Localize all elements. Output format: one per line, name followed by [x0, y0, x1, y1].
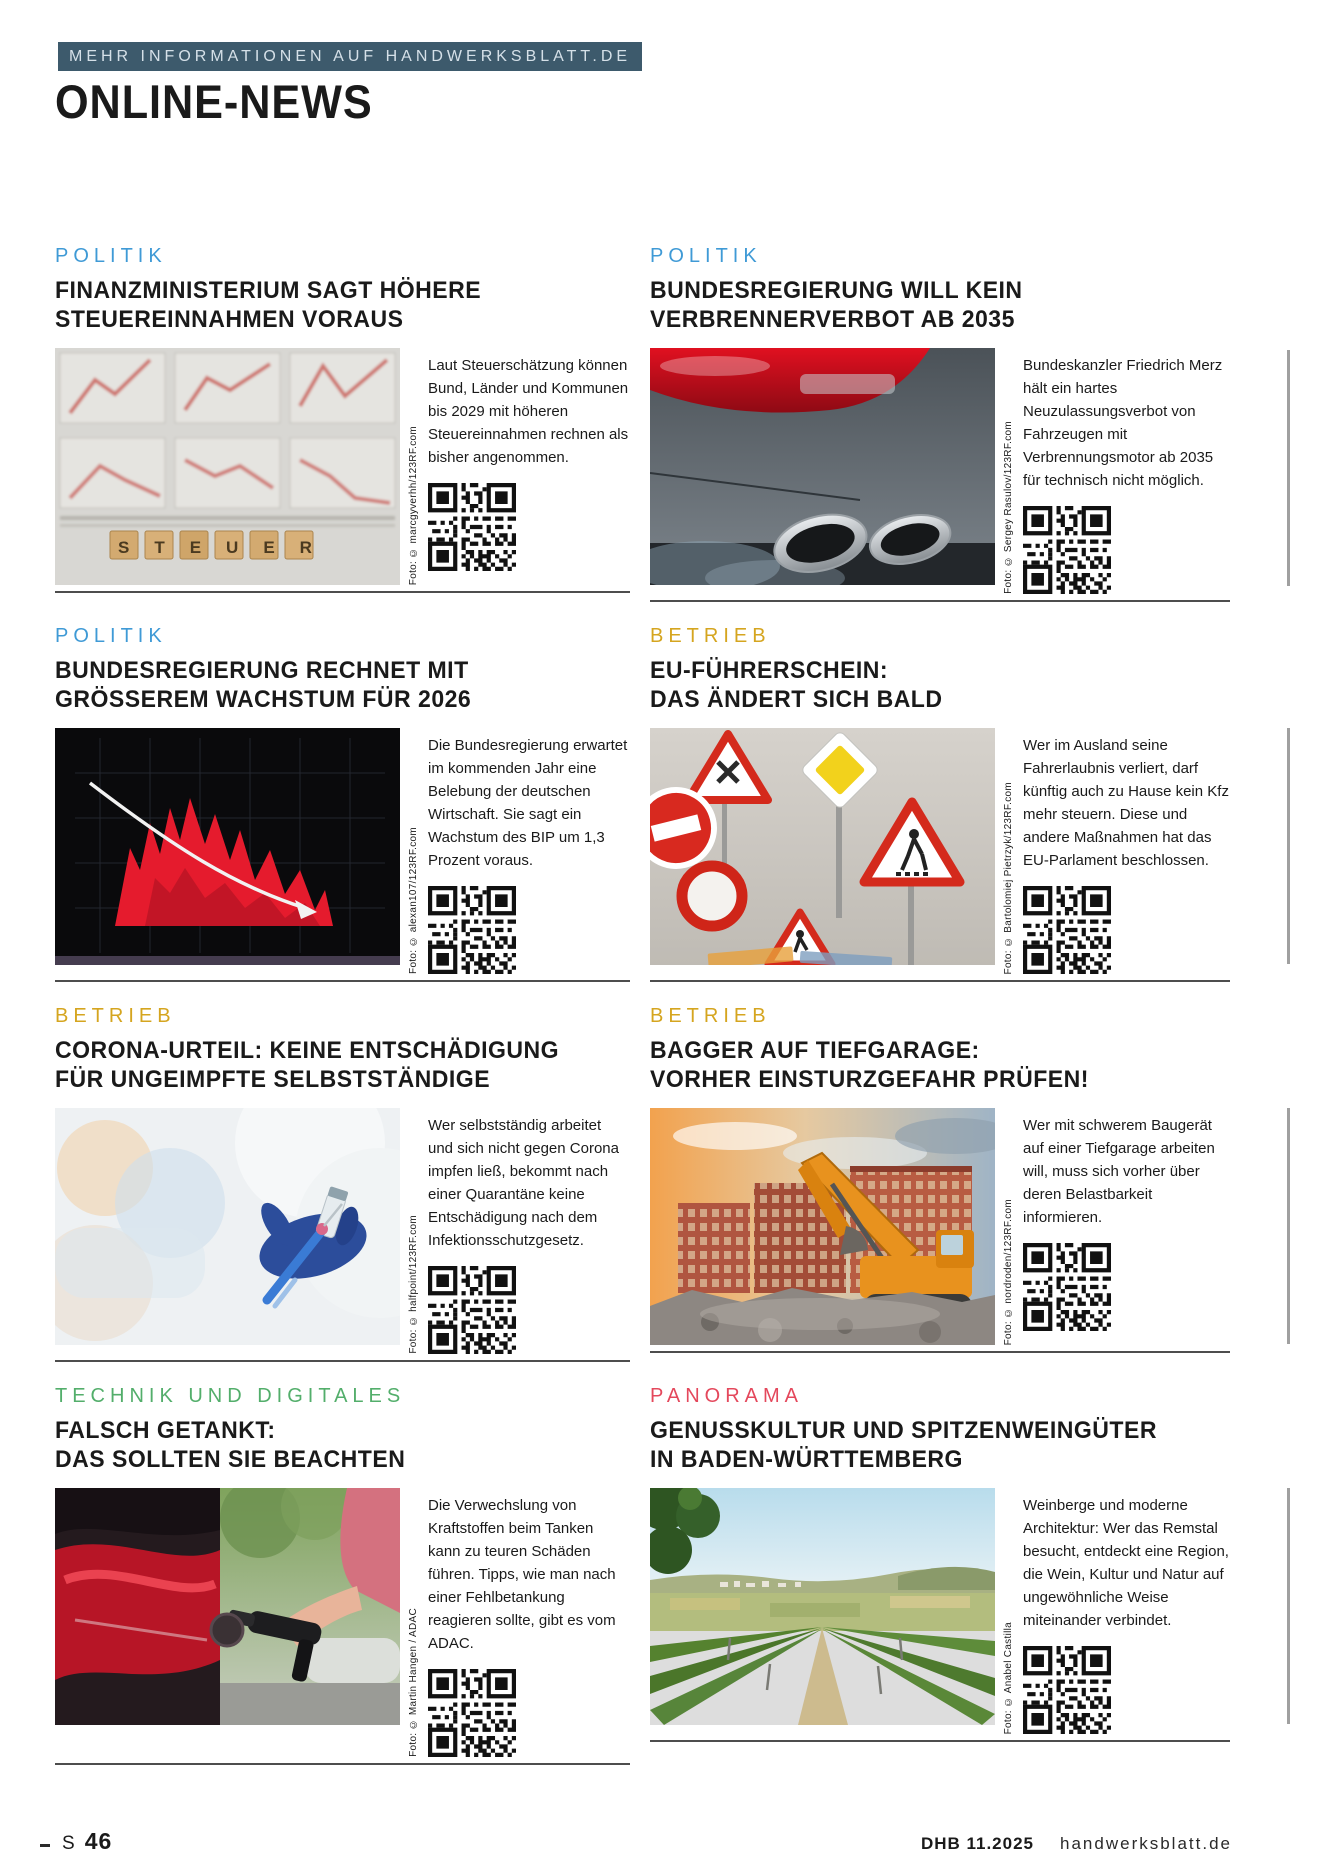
issue-label: DHB 11.2025 — [920, 1834, 1035, 1853]
article-finanzministerium — [55, 245, 630, 625]
article-genusskultur — [650, 1385, 1230, 1765]
article-photo-red-chart — [55, 728, 400, 965]
article-photo-refueling-car — [55, 1488, 400, 1725]
article-photo-excavator-rubble — [650, 1108, 995, 1345]
qr-code — [1023, 506, 1111, 594]
photo-credit: Foto: © Sergey Rasulov/123RF.com — [1003, 421, 1014, 594]
category-label: POLITIK — [55, 625, 167, 647]
divider — [650, 1740, 1230, 1742]
article-headline: BUNDESREGIERUNG WILL KEIN VERBRENNERVERBOT AB 2035 — [650, 277, 1023, 333]
article-headline: FINANZMINISTERIUM SAGT HÖHERE STEUEREINNAHMEN VORAUS — [55, 277, 482, 333]
footer-crop-mark — [40, 1844, 50, 1847]
article-photo-car-exhaust — [650, 348, 995, 585]
article-summary: Bundeskanzler Friedrich Merz hält ein hartes Neuzulassungsverbot von Fahrzeugen mit Verbrennungsmotor ab 2035 für technisch nicht möglich. — [1023, 357, 1223, 489]
article-corona-urteil — [55, 1005, 630, 1385]
category-label: TECHNIK UND DIGITALES — [55, 1385, 406, 1407]
article-wachstum-2026 — [55, 625, 630, 1005]
divider — [55, 980, 630, 982]
article-verbrennerverbot — [650, 245, 1230, 625]
article-summary: Laut Steuerschätzung können Bund, Länder und Kommunen bis 2029 mit höheren Steuereinnahmen rechnen als bisher angenommen. — [428, 357, 629, 466]
article-photo-vineyard — [650, 1488, 995, 1725]
divider — [55, 591, 630, 593]
qr-code — [428, 1669, 516, 1757]
page-number-prefix: S — [62, 1833, 77, 1854]
page-edge-mark — [1287, 350, 1290, 586]
article-headline: BAGGER AUF TIEFGARAGE: VORHER EINSTURZGEFAHR PRÜFEN! — [650, 1037, 1089, 1093]
article-photo-vaccine-glove — [55, 1108, 400, 1345]
category-label: BETRIEB — [650, 625, 771, 647]
page-edge-mark — [1287, 728, 1290, 964]
page-edge-mark — [1287, 1108, 1290, 1344]
photo-credit: Foto: © Bartolomiej Pietrzyk/123RF.com — [1003, 781, 1014, 974]
article-eu-fuehrerschein — [650, 625, 1230, 1005]
footer-issue-info — [921, 1834, 1232, 1854]
qr-code — [1023, 1243, 1111, 1331]
page-title: ONLINE-NEWS — [55, 75, 373, 128]
page-edge-mark — [1287, 1488, 1290, 1724]
article-summary: Weinberge und moderne Architektur: Wer das Remstal besucht, entdeckt eine Region, die Wein, Kultur und Natur auf ungewöhnliche Weise miteinander verbindet. — [1023, 1497, 1229, 1629]
article-falsch-getankt — [55, 1385, 630, 1765]
divider — [55, 1360, 630, 1362]
category-label: POLITIK — [55, 245, 167, 267]
category-label: PANORAMA — [650, 1385, 803, 1407]
website-label: handwerksblatt.de — [1060, 1834, 1232, 1853]
photo-credit: Foto: © halfpoint/123RF.com — [408, 1215, 419, 1354]
divider — [650, 980, 1230, 982]
category-label: BETRIEB — [55, 1005, 176, 1027]
photo-credit: Foto: © alexan107/123RF.com — [408, 827, 419, 974]
divider — [650, 1351, 1230, 1353]
qr-code — [1023, 1646, 1111, 1734]
qr-code — [428, 483, 516, 571]
divider — [650, 600, 1230, 602]
page-number — [62, 1828, 112, 1855]
article-summary: Die Bundesregierung erwartet im kommenden Jahr eine Belebung der deutschen Wirtschaft. Sie sagt ein Wachstum des BIP um 1,3 Prozent voraus. — [428, 737, 628, 869]
article-photo-tax-charts-dice — [55, 348, 400, 585]
article-headline: CORONA-URTEIL: KEINE ENTSCHÄDIGUNG FÜR UNGEIMPFTE SELBSTSTÄNDIGE — [55, 1037, 559, 1093]
category-label: BETRIEB — [650, 1005, 771, 1027]
qr-code — [1023, 886, 1111, 974]
article-headline: FALSCH GETANKT: DAS SOLLTEN SIE BEACHTEN — [55, 1417, 406, 1473]
photo-text-steuer: STEUER — [118, 538, 337, 557]
photo-credit: Foto: © Anabel Castilla — [1003, 1621, 1014, 1734]
article-headline: GENUSSKULTUR UND SPITZENWEINGÜTER IN BADEN-WÜRTTEMBERG — [650, 1417, 1157, 1473]
article-headline: BUNDESREGIERUNG RECHNET MIT GRÖSSEREM WACHSTUM FÜR 2026 — [55, 657, 472, 713]
article-summary: Wer mit schwerem Baugerät auf einer Tiefgarage arbeiten will, muss sich vorher über deren Belastbarkeit informieren. — [1023, 1117, 1215, 1226]
article-photo-traffic-signs — [650, 728, 995, 965]
divider — [55, 1763, 630, 1765]
category-label: POLITIK — [650, 245, 762, 267]
photo-credit: Foto: © nordroden/123RF.com — [1003, 1198, 1014, 1345]
article-summary: Wer im Ausland seine Fahrerlaubnis verliert, darf künftig auch zu Hause kein Kfz mehr steuern. Diese und andere Maßnahmen hat das EU-Parlament beschlossen. — [1023, 737, 1229, 869]
article-grid — [55, 245, 1230, 1765]
photo-credit: Foto: © Martin Hangen / ADAC — [408, 1608, 419, 1757]
article-summary: Wer selbstständig arbeitet und sich nicht gegen Corona impfen ließ, bekommt nach einer Quarantäne keine Entschädigung nach dem Infektionsschutzgesetz. — [428, 1117, 619, 1249]
photo-credit: Foto: © marcgyverhh/123RF.com — [408, 425, 419, 585]
qr-code — [428, 886, 516, 974]
article-headline: EU-FÜHRERSCHEIN: DAS ÄNDERT SICH BALD — [650, 657, 943, 713]
article-summary: Die Verwechslung von Kraftstoffen beim Tanken kann zu teuren Schäden führen. Tipps, wie man nach einer Fehlbetankung reagieren sollte, gibt es vom ADAC. — [428, 1497, 616, 1652]
qr-code — [428, 1266, 516, 1354]
article-bagger-tiefgarage — [650, 1005, 1230, 1385]
top-banner: MEHR INFORMATIONEN AUF HANDWERKSBLATT.DE — [58, 42, 642, 71]
page-number-value: 46 — [84, 1828, 113, 1854]
